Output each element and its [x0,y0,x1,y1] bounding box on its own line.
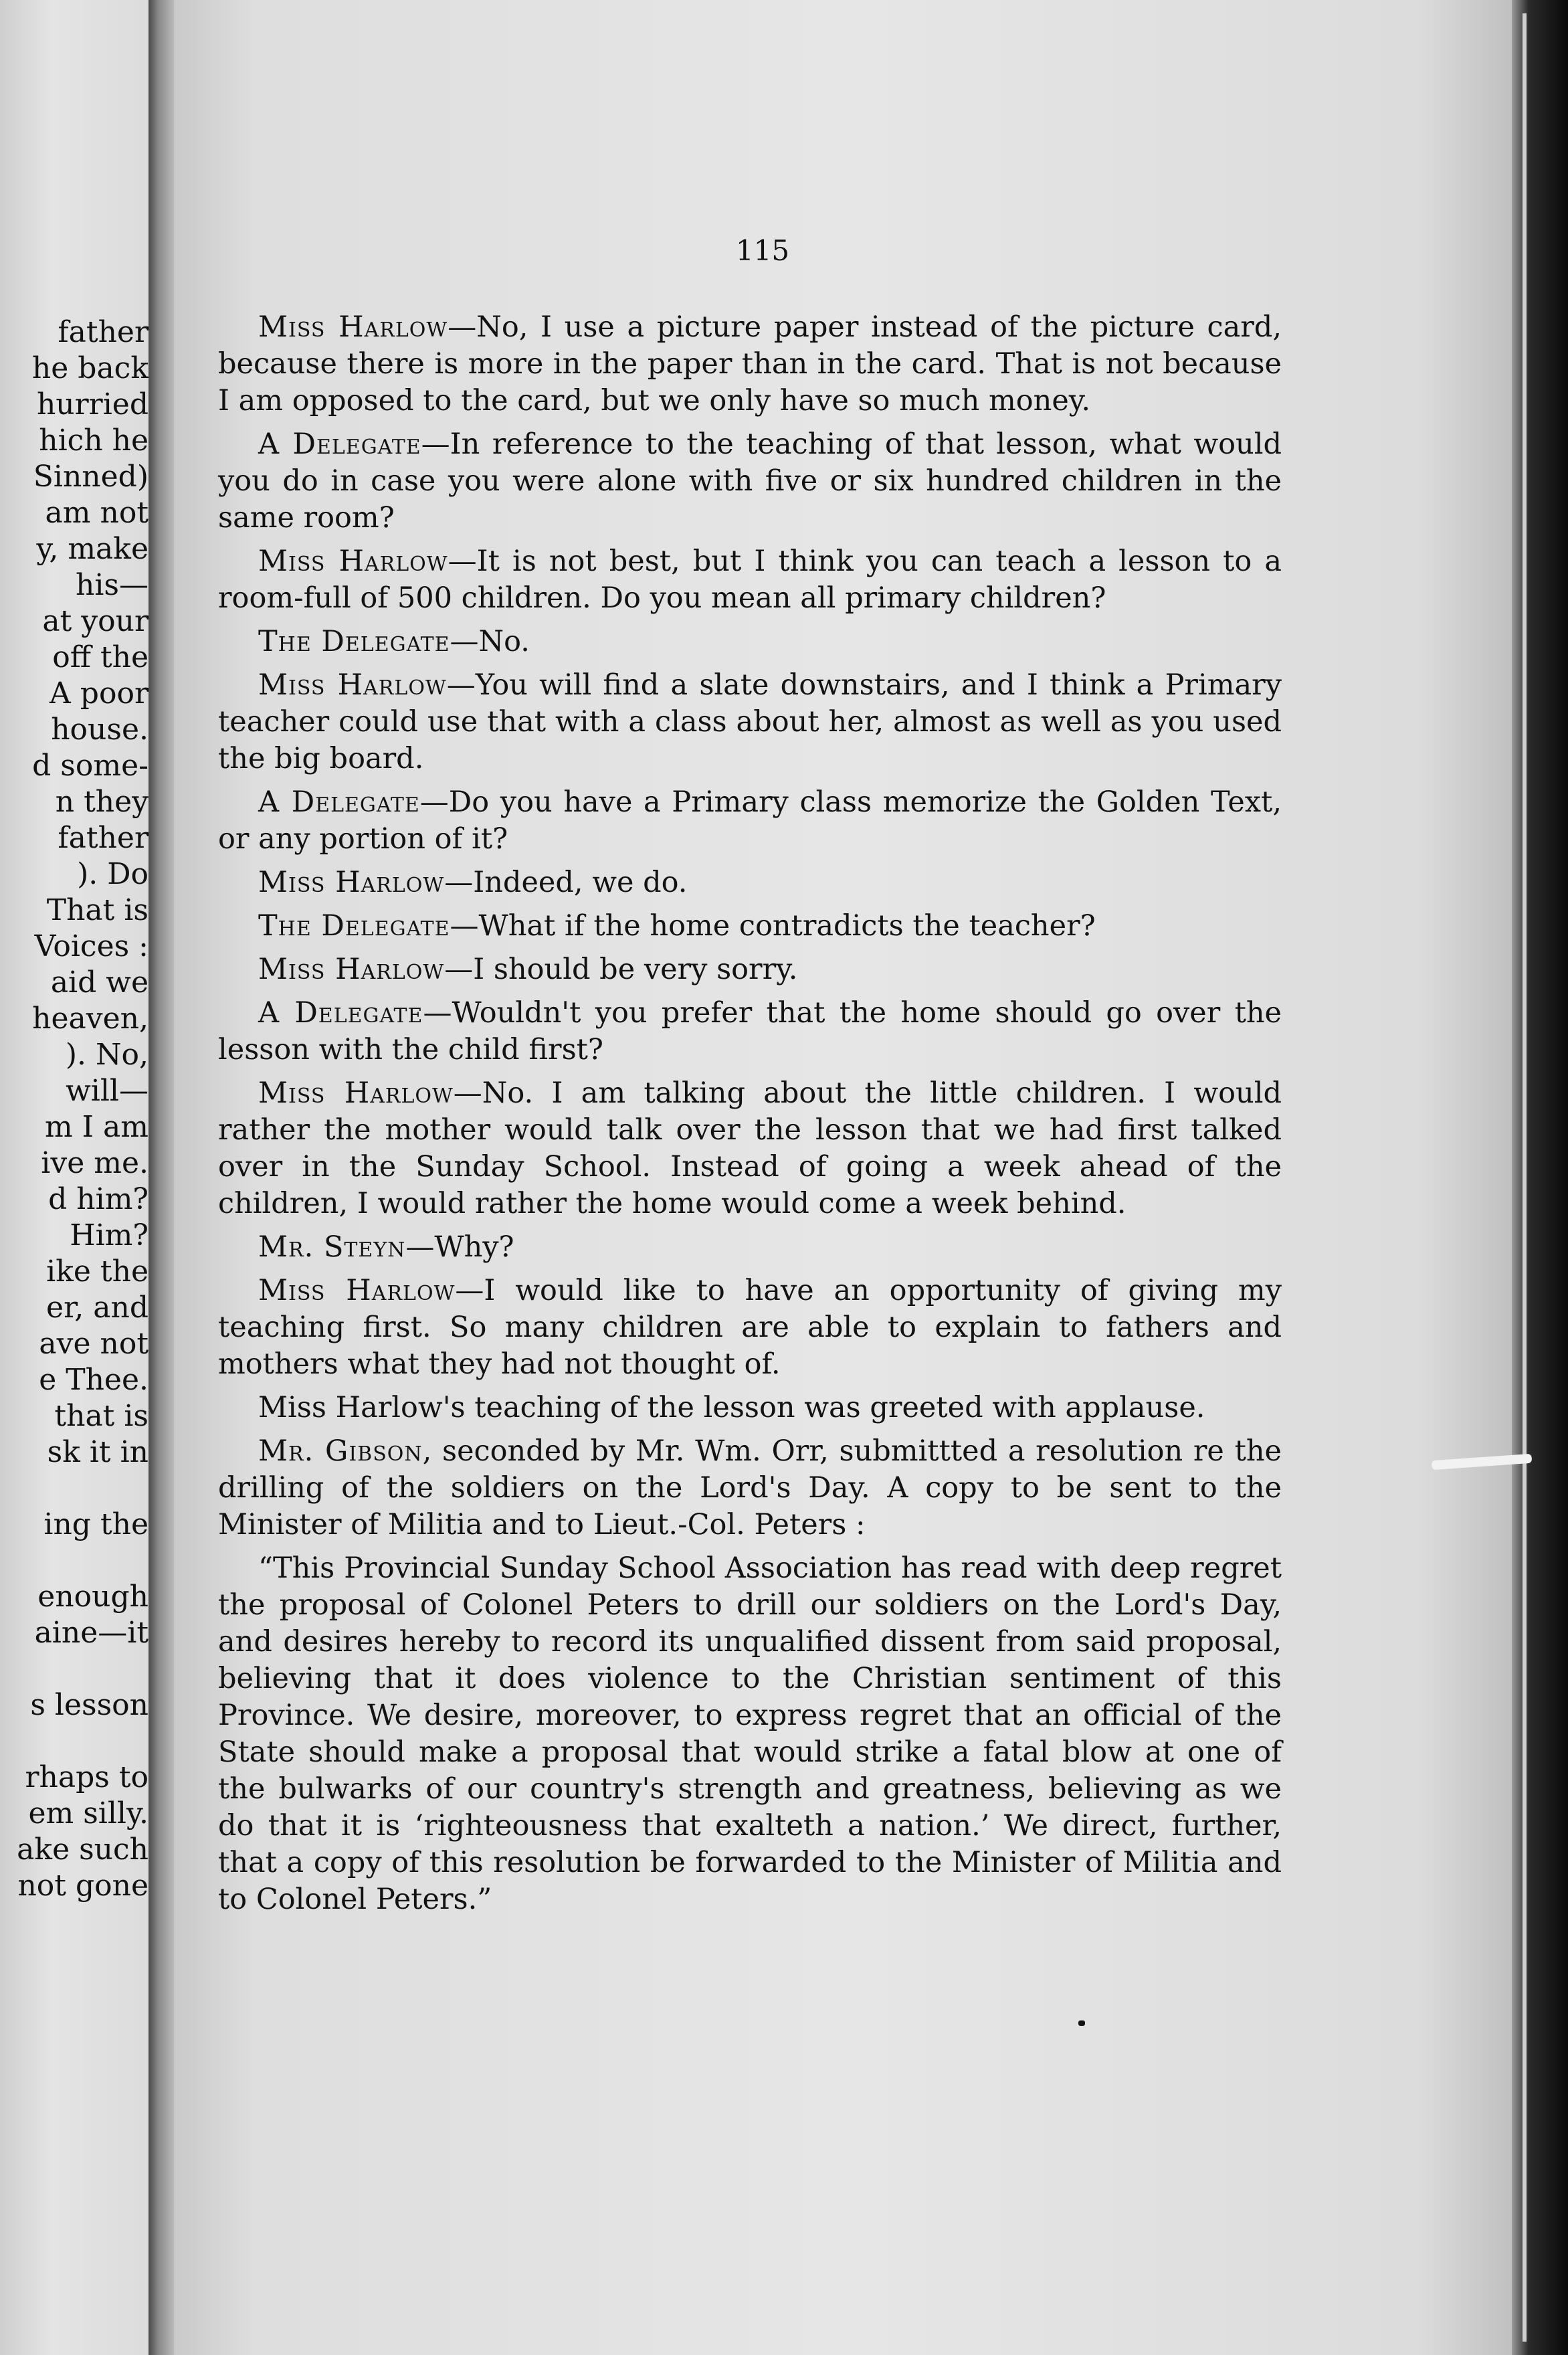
paragraph [218,624,1282,660]
speaker-name: Miss Harlow [258,953,445,986]
paragraph [218,1273,1282,1383]
speaker-name: Miss Harlow [258,866,445,899]
speaker-name: Miss Harlow [258,668,447,702]
left-page-line: ave not [39,1327,149,1361]
paragraph [218,908,1282,945]
book-gutter [149,0,174,2355]
left-page-line: ake such [17,1832,149,1867]
left-page-line: not gone [17,1869,149,1903]
left-page-line: hurried [36,387,149,421]
left-page-line: ike the [46,1254,149,1289]
paragraph [218,995,1282,1068]
speaker-name: The Delegate [258,909,450,943]
paragraph-text: —You will find a slate downstairs, and I think a Primary teacher could use that with a class about her, almost as well as you used the big board. [218,668,1282,775]
paragraph-text: —In reference to the teaching of that lesson, what would you do in case you were alone with five or six hundred children in the same room? [218,428,1282,535]
left-page-line: e Thee. [39,1363,149,1397]
paragraph [218,1550,1282,1918]
left-page-line: heaven, [32,1002,149,1036]
page-edge-line [1523,13,1527,2342]
speaker-name: A Delegate [258,996,423,1030]
page-edge-shadow [1512,0,1568,2355]
left-page-line: am not [45,496,149,530]
left-page-line: y, make [36,532,149,566]
left-page-line: aid we [50,965,149,1000]
body-text [218,309,1282,1925]
left-page-line: d him? [48,1182,149,1216]
paragraph [218,1075,1282,1222]
paragraph-text: , seconded by Mr. Wm. Orr, submittted a resolution re the drilling of the soldiers on the Lord's Day. A copy to be sent to the Minister of Militia and to Lieut.-Col. Peters : [218,1434,1282,1541]
left-page-line: at your [42,604,149,638]
left-page-line: ). Do [77,857,149,891]
paragraph-text: —I should be very sorry. [444,953,798,986]
paragraph-text: —No. I am talking about the little children. I would rather the mother would talk over the lesson that we had first talked over in the Sunday School. Instead of going a week ahead of the children, I would rather the home would come a week behind. [218,1076,1282,1220]
left-page-line: rhaps to [25,1760,149,1794]
left-page-line: he back [31,351,149,385]
paragraph [218,309,1282,419]
speaker-name: Mr. Steyn [258,1230,406,1264]
paragraph-text: —It is not best, but I think you can teach a lesson to a room-full of 500 children. Do you mean all primary children? [218,545,1282,615]
left-facing-page [0,0,149,2355]
left-page-line: n they [55,785,149,819]
scan-artifact-speck [1078,2020,1085,2026]
left-page-line: That is [46,893,149,927]
paragraph-text: —What if the home contradicts the teacher? [450,909,1096,943]
paragraph [218,426,1282,537]
left-page-line: father [58,315,149,349]
paragraph-text: —Indeed, we do. [444,866,688,899]
left-page-line: hich he [39,423,149,458]
speaker-name: Mr. Gibson [258,1434,423,1468]
left-page-text-fragments [0,314,149,1904]
left-page-line: will— [66,1074,149,1108]
paragraph-text: —Why? [405,1230,514,1264]
speaker-name: A Delegate [258,785,420,819]
paragraph [218,951,1282,988]
paragraph [218,784,1282,858]
left-page-line: d some- [32,749,149,783]
paragraph [218,1229,1282,1266]
left-page-line: aine—it [34,1616,149,1650]
left-page-line: s lesson [30,1688,149,1722]
left-page-line: off the [52,640,149,674]
paragraph-text: —Wouldn't you prefer that the home should go over the lesson with the child first? [218,996,1282,1066]
paragraph-text: —I would like to have an opportunity of giving my teaching first. So many children are able to explain to fathers and mothers what they had not thought of. [218,1274,1282,1381]
paragraph [218,864,1282,901]
left-page-line: A poor [50,676,149,711]
speaker-name: A Delegate [258,428,421,461]
left-page-line: his— [76,568,149,602]
left-page-line: ). No, [65,1038,149,1072]
left-page-line: that is [54,1399,149,1433]
left-page-line: m I am [44,1110,149,1144]
paragraph-text: —No. [450,625,530,658]
paragraph [218,1433,1282,1543]
left-page-line: house. [51,713,149,747]
paragraph-text: Miss Harlow's teaching of the lesson was greeted with applause. [258,1391,1205,1424]
left-page-line: er, and [46,1291,149,1325]
speaker-name: The Delegate [258,625,450,658]
speaker-name: Miss Harlow [258,1076,454,1110]
paragraph [218,1390,1282,1426]
paragraph [218,667,1282,777]
paragraph-text: —Do you have a Primary class memorize the Golden Text, or any portion of it? [218,785,1282,856]
left-page-line: em silly. [28,1796,149,1830]
page-number: 115 [735,234,790,267]
speaker-name: Miss Harlow [258,545,448,578]
paragraph [218,543,1282,617]
left-page-line: Him? [70,1218,149,1252]
left-page-line: ing the [43,1507,149,1541]
left-page-line: Sinned) [33,460,149,494]
left-page-line: Voices : [34,929,149,963]
speaker-name: Miss Harlow [258,1274,456,1307]
left-page-line: sk it in [47,1435,149,1469]
left-page-line: ive me. [41,1146,149,1180]
left-page-line: father [58,821,149,855]
paragraph-text: —No, I use a picture paper instead of the picture card, because there is more in the paper than in the card. That is not because I am opposed to the card, but we only have so much money. [218,310,1282,417]
paragraph-text: “This Provincial Sunday School Association has read with deep regret the proposal of Colonel Peters to drill our soldiers on the Lord's Day, and desires hereby to record its unqualified dissent from said proposal, believing that it does violence to the Christian sentiment of this Province. We desire, moreover, to express regret that an official of the State should make a proposal that would strike a fatal blow at one of the bulwarks of our country's strength and greatness, believing as we do that it is ‘righteousness that exalteth a nation.’ We direct, further, that a copy of this resolution be forwarded to the Minister of Militia and to Colonel Peters.” [218,1551,1282,1916]
speaker-name: Miss Harlow [258,310,448,344]
left-page-line: enough [37,1580,149,1614]
